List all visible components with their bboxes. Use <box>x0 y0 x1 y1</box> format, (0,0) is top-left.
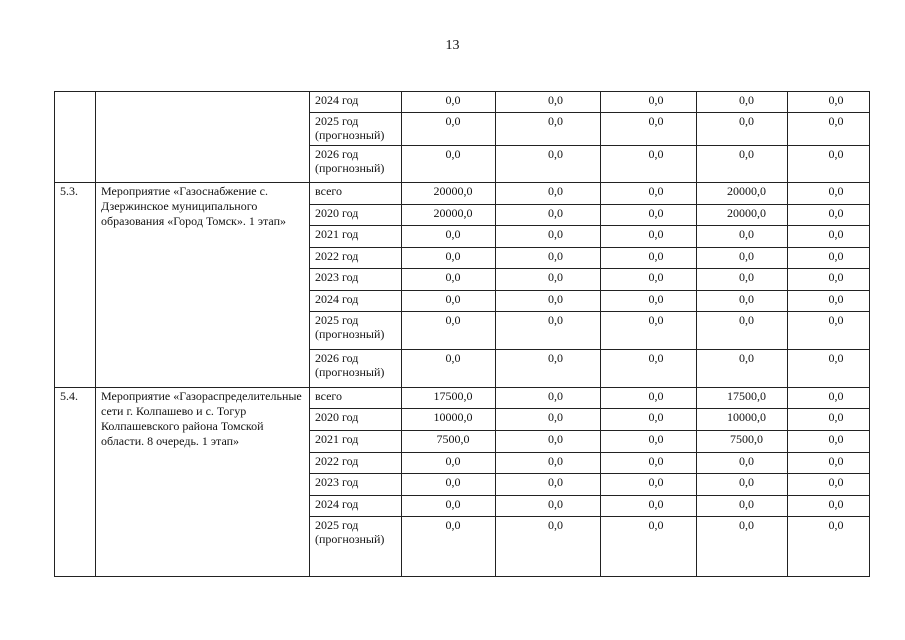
value-text: 0,0 <box>739 114 754 128</box>
value-cell <box>496 269 601 291</box>
value-text: 0,0 <box>828 93 844 107</box>
value-text: 0,0 <box>548 410 563 424</box>
value-cell <box>496 388 601 409</box>
value-text: 0,0 <box>828 475 844 489</box>
value-cell <box>697 312 788 350</box>
period-cell: 2023 год <box>310 269 402 291</box>
value-cell <box>697 453 788 474</box>
value-cell <box>496 409 601 431</box>
value-cell <box>402 312 496 350</box>
table-body <box>55 92 870 577</box>
value-text: 0,0 <box>445 270 461 284</box>
value-text: 0,0 <box>445 351 461 365</box>
value-text: 0,0 <box>648 351 664 365</box>
period-cell: 2025 год (прогнозный) <box>310 113 402 146</box>
value-cell <box>402 291 496 312</box>
value-text: 0,0 <box>548 184 563 198</box>
value-text: 0,0 <box>648 227 664 241</box>
page-number: 13 <box>445 38 460 53</box>
value-cell <box>788 474 870 496</box>
item-number: 5.4. <box>55 388 96 577</box>
value-text: 0,0 <box>739 518 754 532</box>
value-cell <box>601 226 697 248</box>
value-text: 0,0 <box>548 389 563 403</box>
value-cell <box>402 474 496 496</box>
value-text: 20000,0 <box>727 184 766 198</box>
value-text: 0,0 <box>828 497 844 511</box>
period-cell: всего <box>310 183 402 205</box>
value-text: 0,0 <box>648 518 664 532</box>
value-cell <box>601 350 697 388</box>
value-text: 17500,0 <box>727 389 766 403</box>
value-cell <box>402 226 496 248</box>
value-text: 0,0 <box>548 497 563 511</box>
value-cell <box>601 113 697 146</box>
value-text: 0,0 <box>648 292 664 306</box>
value-cell <box>697 474 788 496</box>
value-cell <box>601 269 697 291</box>
value-text: 0,0 <box>648 454 664 468</box>
value-text: 0,0 <box>648 114 664 128</box>
value-cell <box>402 453 496 474</box>
value-cell <box>697 183 788 205</box>
value-cell <box>496 431 601 453</box>
value-text: 0,0 <box>648 432 664 446</box>
value-text: 0,0 <box>548 270 563 284</box>
value-cell <box>788 409 870 431</box>
value-text: 0,0 <box>445 518 461 532</box>
value-cell <box>496 92 601 113</box>
value-text: 0,0 <box>828 313 844 327</box>
value-cell <box>402 92 496 113</box>
value-text: 0,0 <box>739 227 754 241</box>
value-cell <box>402 248 496 269</box>
value-text: 10000,0 <box>433 410 473 424</box>
value-text: 0,0 <box>739 351 754 365</box>
value-cell <box>496 146 601 183</box>
value-text: 0,0 <box>445 313 461 327</box>
value-text: 0,0 <box>445 475 461 489</box>
value-cell <box>496 205 601 226</box>
value-cell <box>697 92 788 113</box>
value-text: 0,0 <box>445 227 461 241</box>
value-text: 0,0 <box>739 93 754 107</box>
value-cell <box>697 269 788 291</box>
value-cell <box>496 226 601 248</box>
value-cell <box>402 183 496 205</box>
value-cell <box>697 146 788 183</box>
value-cell <box>601 205 697 226</box>
value-text: 20000,0 <box>727 206 766 220</box>
item-number: 5.3. <box>55 183 96 388</box>
value-text: 0,0 <box>739 249 754 263</box>
value-text: 0,0 <box>828 410 844 424</box>
value-text: 0,0 <box>648 497 664 511</box>
value-cell <box>496 113 601 146</box>
value-cell <box>788 350 870 388</box>
value-cell <box>496 248 601 269</box>
value-cell <box>697 496 788 517</box>
value-cell <box>601 431 697 453</box>
value-cell <box>402 205 496 226</box>
value-cell <box>697 350 788 388</box>
value-text: 0,0 <box>548 93 563 107</box>
value-cell <box>601 517 697 577</box>
value-cell <box>697 291 788 312</box>
value-text: 0,0 <box>828 432 844 446</box>
value-cell <box>788 431 870 453</box>
value-cell <box>496 291 601 312</box>
value-text: 0,0 <box>739 497 754 511</box>
value-cell <box>788 517 870 577</box>
item-description: Мероприятие «Газоснабжение с. Дзержинское муниципального образования «Город Томск». 1 этап» <box>96 183 310 388</box>
period-cell: 2026 год (прогнозный) <box>310 146 402 183</box>
period-cell: всего <box>310 388 402 409</box>
value-cell <box>601 474 697 496</box>
value-cell <box>402 409 496 431</box>
value-cell <box>788 496 870 517</box>
period-cell: 2025 год (прогнозный) <box>310 312 402 350</box>
value-text: 0,0 <box>739 475 754 489</box>
value-cell <box>496 474 601 496</box>
value-text: 0,0 <box>648 313 664 327</box>
value-text: 0,0 <box>739 454 754 468</box>
value-cell <box>402 517 496 577</box>
value-text: 0,0 <box>445 292 461 306</box>
value-text: 0,0 <box>828 292 844 306</box>
value-cell <box>601 183 697 205</box>
value-cell <box>601 496 697 517</box>
value-cell <box>402 269 496 291</box>
value-text: 0,0 <box>548 206 563 220</box>
value-cell <box>496 453 601 474</box>
value-text: 0,0 <box>828 206 844 220</box>
value-text: 0,0 <box>548 518 563 532</box>
period-cell: 2025 год (прогнозный) <box>310 517 402 577</box>
value-text: 0,0 <box>828 454 844 468</box>
value-text: 0,0 <box>648 206 664 220</box>
value-cell <box>788 248 870 269</box>
value-cell <box>402 431 496 453</box>
value-text: 7500,0 <box>730 432 763 446</box>
value-cell <box>496 517 601 577</box>
item-number <box>55 92 96 183</box>
value-cell <box>601 312 697 350</box>
value-text: 0,0 <box>548 114 563 128</box>
value-text: 0,0 <box>828 249 844 263</box>
value-cell <box>697 226 788 248</box>
value-cell <box>402 350 496 388</box>
value-cell <box>788 183 870 205</box>
value-text: 0,0 <box>445 454 461 468</box>
table-row <box>55 92 870 113</box>
value-text: 20000,0 <box>433 206 473 220</box>
value-text: 0,0 <box>548 227 563 241</box>
value-text: 0,0 <box>828 114 844 128</box>
value-text: 0,0 <box>445 93 461 107</box>
value-text: 0,0 <box>548 292 563 306</box>
value-cell <box>788 92 870 113</box>
value-text: 0,0 <box>739 292 754 306</box>
value-cell <box>601 388 697 409</box>
period-cell: 2022 год <box>310 248 402 269</box>
value-text: 17500,0 <box>433 389 473 403</box>
value-text: 0,0 <box>648 147 664 161</box>
value-text: 0,0 <box>648 184 664 198</box>
value-text: 7500,0 <box>436 432 470 446</box>
value-cell <box>402 146 496 183</box>
value-cell <box>496 312 601 350</box>
period-cell: 2024 год <box>310 291 402 312</box>
value-text: 0,0 <box>445 114 461 128</box>
table-row <box>55 183 870 205</box>
value-cell <box>788 453 870 474</box>
item-description: Мероприятие «Газораспределительные сети г. Колпашево и с. Тогур Колпашевского района Томской области. 8 очередь. 1 этап» <box>96 388 310 577</box>
value-cell <box>601 146 697 183</box>
value-text: 0,0 <box>828 518 844 532</box>
value-text: 0,0 <box>648 93 664 107</box>
value-cell <box>788 312 870 350</box>
period-cell: 2021 год <box>310 431 402 453</box>
value-text: 0,0 <box>648 270 664 284</box>
value-cell <box>788 388 870 409</box>
value-cell <box>697 205 788 226</box>
table-row <box>55 388 870 409</box>
period-cell: 2022 год <box>310 453 402 474</box>
value-cell <box>697 409 788 431</box>
period-cell: 2021 год <box>310 226 402 248</box>
value-cell <box>402 496 496 517</box>
value-text: 10000,0 <box>727 410 766 424</box>
value-text: 0,0 <box>548 147 563 161</box>
value-text: 0,0 <box>548 454 563 468</box>
value-cell <box>788 269 870 291</box>
item-description <box>96 92 310 183</box>
value-cell <box>788 226 870 248</box>
value-cell <box>788 291 870 312</box>
value-cell <box>601 248 697 269</box>
value-text: 0,0 <box>739 270 754 284</box>
period-cell: 2026 год (прогнозный) <box>310 350 402 388</box>
value-cell <box>601 453 697 474</box>
value-text: 0,0 <box>828 184 844 198</box>
budget-table <box>54 91 870 577</box>
value-text: 0,0 <box>739 313 754 327</box>
value-cell <box>697 388 788 409</box>
period-cell: 2020 год <box>310 205 402 226</box>
value-text: 20000,0 <box>433 184 473 198</box>
value-text: 0,0 <box>828 147 844 161</box>
value-cell <box>402 388 496 409</box>
value-text: 0,0 <box>828 227 844 241</box>
period-cell: 2020 год <box>310 409 402 431</box>
value-text: 0,0 <box>445 147 461 161</box>
value-text: 0,0 <box>548 313 563 327</box>
value-cell <box>601 92 697 113</box>
value-cell <box>496 350 601 388</box>
value-cell <box>402 113 496 146</box>
value-cell <box>697 431 788 453</box>
value-cell <box>601 291 697 312</box>
value-text: 0,0 <box>548 475 563 489</box>
period-cell: 2023 год <box>310 474 402 496</box>
value-cell <box>697 517 788 577</box>
value-cell <box>496 496 601 517</box>
value-text: 0,0 <box>828 351 844 365</box>
period-cell: 2024 год <box>310 92 402 113</box>
value-text: 0,0 <box>648 249 664 263</box>
value-text: 0,0 <box>548 351 563 365</box>
value-text: 0,0 <box>648 389 664 403</box>
value-text: 0,0 <box>548 432 563 446</box>
value-cell <box>697 113 788 146</box>
value-text: 0,0 <box>445 497 461 511</box>
value-text: 0,0 <box>828 389 844 403</box>
value-cell <box>788 113 870 146</box>
value-text: 0,0 <box>548 249 563 263</box>
period-cell: 2024 год <box>310 496 402 517</box>
value-text: 0,0 <box>445 249 461 263</box>
value-text: 0,0 <box>648 410 664 424</box>
value-cell <box>788 205 870 226</box>
value-text: 0,0 <box>739 147 754 161</box>
value-text: 0,0 <box>648 475 664 489</box>
value-text: 0,0 <box>828 270 844 284</box>
value-cell <box>697 248 788 269</box>
value-cell <box>788 146 870 183</box>
value-cell <box>496 183 601 205</box>
value-cell <box>601 409 697 431</box>
